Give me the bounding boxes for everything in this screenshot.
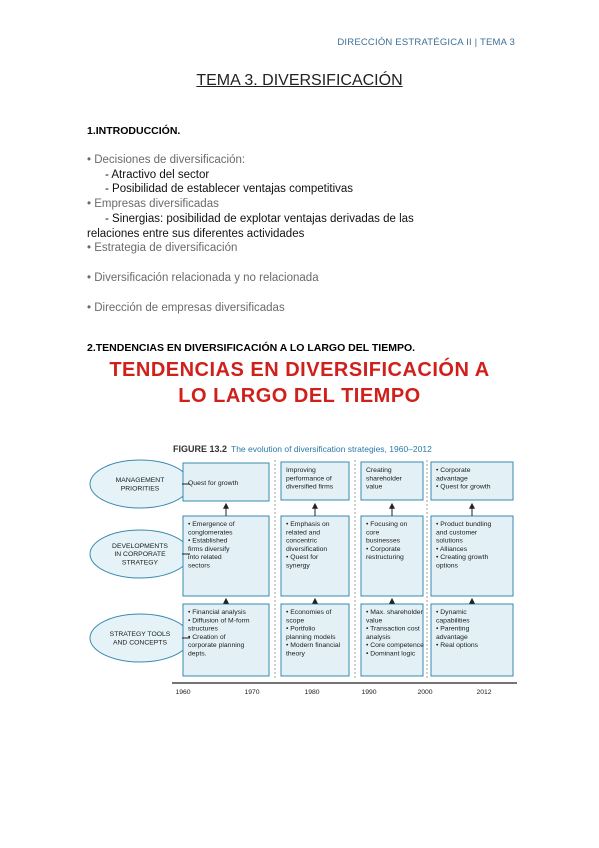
- timeline-year: 2000: [417, 689, 433, 696]
- page-title: TEMA 3. DIVERSIFICACIÓN: [196, 72, 403, 89]
- box-text-developments-c4: • Product bundling and customer solutions • Alliances • Creating growth options: [436, 521, 492, 570]
- timeline-year: 1970: [244, 689, 260, 696]
- box-text-developments-c1: • Emergence of conglomerates • Established firms diversify into related sectors: [188, 521, 235, 570]
- bullet-empresas: • Empresas diversificadas: [87, 198, 219, 210]
- row-label-r3: STRATEGY TOOLS AND CONCEPTS: [109, 631, 171, 647]
- box-text-tools-c1: • Financial analysis • Diffusion of M-form structures • Creation of corporate planning depts.: [188, 609, 250, 658]
- red-title-line2: LO LARGO DEL TIEMPO: [178, 385, 421, 407]
- bullet-direccion: • Dirección de empresas diversificadas: [87, 302, 285, 314]
- bullet-decisiones: • Decisiones de diversificación:: [87, 154, 246, 166]
- sub-bullet-atractivo: - Atractivo del sector: [105, 169, 210, 181]
- red-title-line1: TENDENCIAS EN DIVERSIFICACIÓN A: [109, 359, 490, 381]
- sub-bullet-sinergias: - Sinergias: posibilidad de explotar ventajas derivadas de las: [105, 213, 414, 225]
- box-text-priorities-c3: Creating shareholder value: [366, 467, 402, 491]
- sub-bullet-sinergias-cont: relaciones entre sus diferentes actividades: [87, 228, 305, 240]
- row-label-r1: MANAGEMENT PRIORITIES: [115, 477, 165, 493]
- timeline-year: 1980: [304, 689, 320, 696]
- page-header: DIRECCIÓN ESTRATÉGICA II | TEMA 3: [337, 37, 515, 48]
- bullet-relacionada: • Diversificación relacionada y no relacionada: [87, 272, 319, 284]
- figure-label: FIGURE 13.2: [173, 444, 228, 454]
- row-label-r2: DEVELOPMENTS IN CORPORATE STRATEGY: [112, 542, 168, 567]
- box-text-tools-c4: • Dynamic capabilities • Parenting advantage • Real options: [436, 609, 479, 650]
- box-text-priorities-c1: Quest for growth: [188, 480, 239, 487]
- box-text-priorities-c2: Improving performance of diversified firms: [286, 467, 334, 491]
- timeline-year: 2012: [476, 689, 492, 696]
- timeline-year: 1990: [361, 689, 377, 696]
- figure-caption: The evolution of diversification strategies, 1960–2012: [231, 444, 432, 454]
- box-text-developments-c3: • Focusing on core businesses • Corporate restructuring: [366, 521, 408, 562]
- bullet-estrategia: • Estrategia de diversificación: [87, 242, 238, 254]
- box-text-tools-c2: • Economies of scope • Portfolio planning models • Modern financial theory: [286, 609, 341, 658]
- section-heading-intro: 1.INTRODUCCIÓN.: [87, 125, 181, 137]
- box-text-developments-c2: • Emphasis on related and concentric diversification • Quest for synergy: [286, 521, 330, 570]
- section-heading-tendencias: 2.TENDENCIAS EN DIVERSIFICACIÓN A LO LARGO DEL TIEMPO.: [87, 342, 416, 354]
- sub-bullet-posibilidad: - Posibilidad de establecer ventajas competitivas: [105, 183, 354, 195]
- timeline-year: 1960: [175, 689, 191, 696]
- box-text-priorities-c4: • Corporate advantage • Quest for growth: [436, 467, 491, 491]
- box-text-tools-c3: • Max. shareholder value • Transaction cost analysis • Core competence • Dominant logic: [366, 609, 424, 658]
